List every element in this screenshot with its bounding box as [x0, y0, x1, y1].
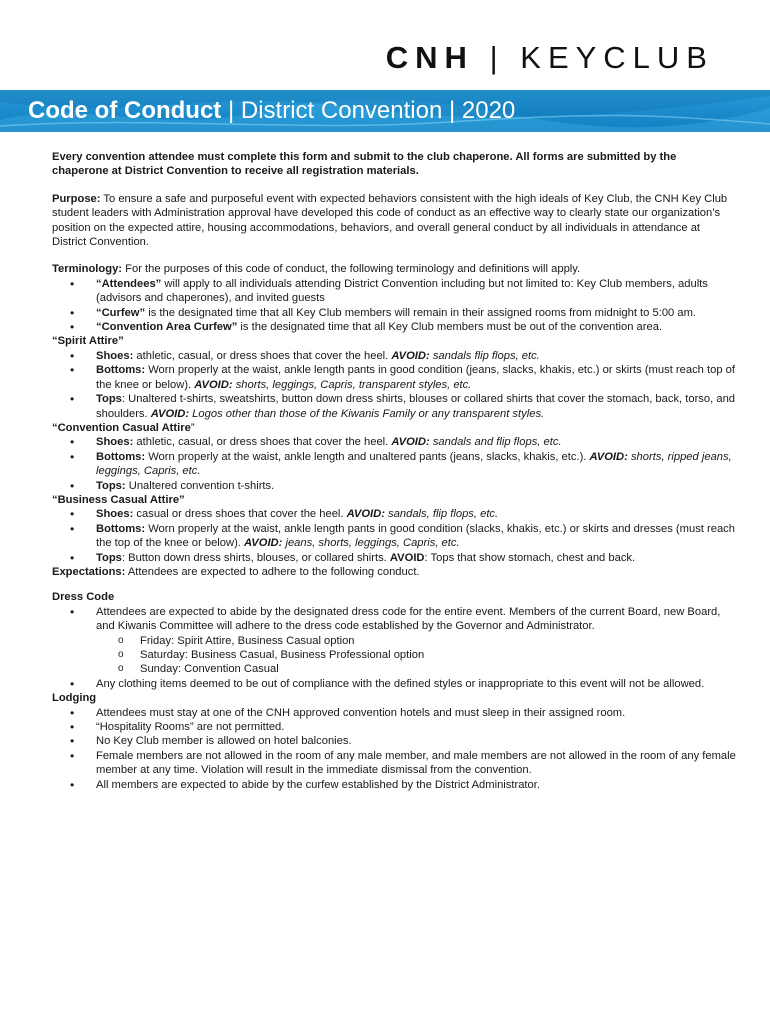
item-text: Attendees are expected to abide by the designated dress code for the entire event. Members of the current Board, new Board, and Kiwanis Committee will adhere to the dress code established by the Governor and Administrator.	[96, 605, 721, 633]
item-label: Bottoms:	[96, 522, 146, 535]
cnh-key-club-logo	[386, 40, 714, 76]
item-label: Bottoms:	[96, 364, 146, 377]
spirit-attire-list	[52, 349, 736, 421]
list-item: • No Key Club member is allowed on hotel balconies.	[52, 734, 736, 748]
title-code-of-conduct: Code of Conduct	[28, 97, 222, 124]
term-convention-area-curfew: “Convention Area Curfew”	[96, 321, 238, 334]
spirit-attire-heading: “Spirit Attire”	[52, 335, 124, 348]
logo-keyclub: KEYCLUB	[520, 40, 714, 75]
item-text: : Unaltered t-shirts, sweatshirts, button down dress shirts, blouses or collared shirts that cover the stomach, back, torso, and shoulders.	[96, 393, 736, 420]
avoid-text: shorts, leggings, Capris, transparent styles, etc.	[232, 378, 472, 391]
avoid-label: AVOID:	[589, 450, 628, 463]
item-text: Unaltered convention t-shirts.	[125, 479, 275, 492]
avoid-text: sandals and flip flops, etc.	[429, 436, 562, 449]
item-text: : Button down dress shirts, blouses, or collared shirts.	[121, 551, 390, 564]
list-item	[52, 522, 736, 551]
item-label: Tops:	[96, 479, 126, 492]
item-text: athletic, casual, or dress shoes that cover the heel.	[133, 349, 392, 362]
avoid-label: AVOID:	[346, 508, 385, 521]
item-text: Worn properly at the waist, ankle length and unaltered pants (jeans, slacks, khakis, etc.).	[145, 450, 590, 463]
purpose-label: Purpose:	[52, 192, 101, 205]
terminology-text: For the purposes of this code of conduct, the following terminology and definitions will apply.	[122, 263, 581, 276]
logo-separator: |	[489, 40, 505, 75]
list-item: • “Hospitality Rooms” are not permitted.	[52, 720, 736, 734]
list-item	[52, 507, 736, 521]
term-definition: is the designated time that all Key Club members must be out of the convention area.	[237, 321, 663, 334]
avoid-text: shorts, ripped jeans, leggings, Capris, etc.	[96, 450, 732, 478]
casual-attire-list	[52, 435, 736, 493]
terminology-paragraph	[52, 262, 736, 276]
avoid-text: sandals flip flops, etc.	[429, 349, 540, 362]
list-item	[52, 479, 736, 493]
terminology-label: Terminology:	[52, 263, 123, 276]
title-separator-2: |	[442, 97, 462, 124]
list-item	[52, 551, 736, 565]
list-item	[52, 363, 736, 392]
avoid-label: AVOID:	[150, 407, 190, 420]
avoid-text: jeans, shorts, leggings, Capris, etc.	[282, 537, 460, 550]
list-item	[52, 349, 736, 363]
term-definition: is the designated time that all Key Club members will remain in their assigned rooms from midnight to 5:00 am.	[145, 306, 697, 319]
list-item: • All members are expected to abide by the curfew established by the District Administrator.	[52, 778, 736, 792]
business-attire-list	[52, 507, 736, 565]
lodging-list	[52, 706, 736, 792]
avoid-label: AVOID:	[194, 378, 233, 391]
title-event: District Convention	[240, 97, 443, 124]
schedule-item: o Friday: Spirit Attire, Business Casual option	[96, 634, 736, 648]
casual-heading-text: “Convention Casual Attire	[52, 421, 191, 434]
avoid-label: AVOID:	[391, 436, 430, 449]
title-banner	[0, 90, 770, 132]
schedule-item: o Saturday: Business Casual, Business Professional option	[96, 648, 736, 662]
avoid-text: : Tops that show stomach, chest and back.	[424, 551, 636, 564]
casual-attire-heading	[52, 421, 736, 435]
schedule-item: o Sunday: Convention Casual	[96, 662, 736, 676]
list-item: • Attendees must stay at one of the CNH approved convention hotels and must sleep in their assigned room.	[52, 706, 736, 720]
list-item	[52, 306, 736, 320]
item-label: Shoes:	[96, 349, 134, 362]
term-curfew: “Curfew”	[96, 306, 146, 319]
logo-cnh: CNH	[385, 40, 474, 75]
title-year: 2020	[461, 97, 516, 124]
avoid-text: Logos other than those of the Kiwanis Family or any transparent styles.	[189, 407, 545, 420]
list-item	[52, 605, 736, 677]
avoid-label: AVOID:	[244, 537, 283, 550]
dress-code-schedule	[96, 634, 736, 677]
list-item: • Any clothing items deemed to be out of compliance with the defined styles or inappropriate to this event will not be allowed.	[52, 677, 736, 691]
item-text: Worn properly at the waist, ankle length pants in good condition (slacks, khakis, etc.) or skirts and dresses (must reach the top of the knee or below).	[96, 522, 735, 550]
item-label: Tops	[96, 551, 122, 564]
avoid-label: AVOID:	[391, 349, 430, 362]
purpose-text: To ensure a safe and purposeful event with expected behaviors consistent with the high ideals of Key Club, the CNH Key Club student leaders with Administration approval have developed this code of conduct as an effective way to clearly state our organization’s position on the expected attire, housing accommodations, behaviors, and overall general conduct by all individuals in attendance at District Convention.	[52, 192, 728, 249]
item-label: Bottoms:	[96, 450, 146, 463]
lodging-heading: Lodging	[52, 692, 97, 705]
item-label: Shoes:	[96, 436, 134, 449]
item-text: Worn properly at the waist, ankle length pants in good condition (jeans, slacks, khakis, etc.) or skirts (must reach top of the knee or below).	[96, 364, 735, 391]
terminology-list	[52, 277, 736, 335]
document-title	[28, 97, 515, 125]
term-attendees: “Attendees”	[96, 277, 162, 290]
list-item	[52, 450, 736, 479]
dress-code-heading: Dress Code	[52, 591, 115, 604]
item-label: Shoes:	[96, 508, 134, 521]
expectations-label: Expectations:	[52, 565, 126, 578]
list-item	[52, 277, 736, 306]
purpose-paragraph	[52, 192, 736, 250]
expectations-paragraph	[52, 565, 736, 579]
document-body	[52, 150, 736, 792]
business-attire-heading: “Business Casual Attire”	[52, 493, 185, 506]
expectations-text: Attendees are expected to adhere to the following conduct.	[125, 565, 420, 578]
title-separator: |	[221, 97, 241, 124]
avoid-text: sandals, flip flops, etc.	[384, 508, 499, 521]
list-item	[52, 392, 736, 421]
item-text: athletic, casual, or dress shoes that cover the heel.	[133, 436, 392, 449]
list-item	[52, 435, 736, 449]
intro-notice: Every convention attendee must complete this form and submit to the club chaperone. All forms are submitted by the chaperone at District Convention to receive all registration materials.	[52, 151, 677, 178]
casual-heading-quote: ”	[190, 421, 195, 434]
avoid-label: AVOID	[389, 551, 425, 564]
dress-code-list	[52, 605, 736, 691]
term-definition: will apply to all individuals attending District Convention including but not limited to: Key Club members, adults (advisors and chaperones), and invited guests	[96, 277, 708, 305]
list-item: • Female members are not allowed in the room of any male member, and male members are not allowed in the room of any female member at any time. Violation will result in the immediate dismissal from the convention.	[52, 749, 736, 778]
list-item	[52, 320, 736, 334]
item-text: casual or dress shoes that cover the heel.	[133, 508, 347, 521]
item-label: Tops	[96, 393, 122, 406]
